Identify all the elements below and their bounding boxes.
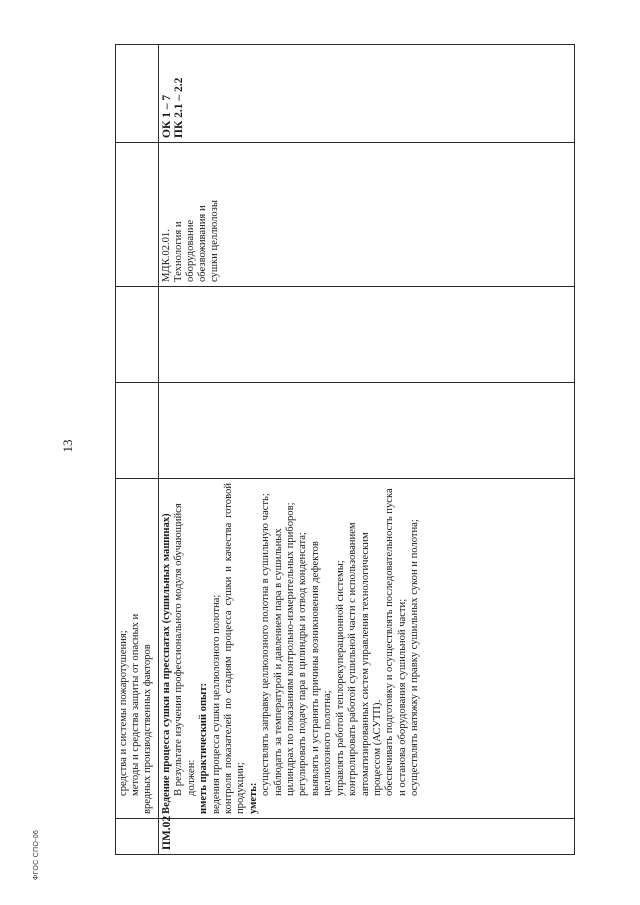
rotated-table-sheet bbox=[115, 45, 575, 855]
discipline-line: обезвоживания и bbox=[197, 205, 208, 282]
discipline-line: Технология и bbox=[173, 221, 184, 282]
discipline-line: сушки целлюлозы bbox=[209, 200, 220, 282]
discipline-line: МДК.02.01. bbox=[161, 229, 172, 282]
module-code: ПМ.02 bbox=[159, 819, 575, 855]
discipline-line: оборудование bbox=[185, 219, 196, 282]
curriculum-table bbox=[115, 44, 575, 855]
skill-item: контролировать работой сушильной части с использованием автоматизированных систем управления технологическим процессом (АСУТП). bbox=[347, 522, 383, 796]
page-number: 13 bbox=[60, 439, 75, 453]
module-hours-cell bbox=[159, 287, 575, 383]
module-intro: В результате изучения профессионального модуля обучающийся должен: bbox=[173, 503, 197, 796]
prev-content-cell bbox=[116, 479, 159, 819]
experience-item: ведения процесса сушки целлюлозного полотна; bbox=[210, 594, 222, 814]
competence-general: ОК 1 – 7 bbox=[161, 94, 173, 138]
skill-item: управлять работой теплорекуперационной системы; bbox=[334, 560, 346, 796]
experience-item: контроля показателей по стадиям процесса сушки и качества готовой продукции; bbox=[223, 483, 247, 814]
prev-hours-cell bbox=[116, 287, 159, 383]
experience-label: иметь практический опыт: bbox=[198, 682, 210, 814]
footer-code: ФГОС СПО-06 bbox=[33, 829, 40, 880]
competence-cell bbox=[159, 45, 575, 143]
prev-line: вредных производственных факторов bbox=[142, 644, 153, 814]
skill-item: регулировать подачу пара в цилиндры и отвод конденсата; bbox=[297, 532, 309, 796]
discipline-cell bbox=[159, 143, 575, 287]
module-title: Ведение процесса сушки на пресспатах (сушильных машинах) bbox=[161, 513, 172, 814]
prev-hours-cell bbox=[116, 383, 159, 479]
skills-label: уметь: bbox=[247, 782, 259, 814]
skill-item: осуществлять заправку целлюлозного полотна в сушильную часть; bbox=[260, 493, 272, 796]
skill-item: осуществлять натяжку и правку сушильных сукон и полотна; bbox=[409, 519, 421, 796]
skill-item: выявлять и устранять причины возникновения дефектов целлюлозного полотна; bbox=[309, 541, 334, 796]
prev-line: методы и средства защиты от опасных и bbox=[130, 613, 141, 796]
table-row-pm02 bbox=[159, 45, 575, 855]
module-hours-cell bbox=[159, 383, 575, 479]
table-row-previous bbox=[116, 45, 159, 855]
prev-code-cell bbox=[116, 819, 159, 855]
prev-line: средства и системы пожаротушения; bbox=[118, 630, 129, 796]
module-content-cell bbox=[159, 479, 575, 819]
skill-item: наблюдать за температурой и давлением пара в сушильных цилиндрах по показаниям контрольно-измерительных приборов; bbox=[272, 502, 297, 796]
skill-item: обеспечивать подготовку и осуществлять последовательность пуска и останова оборудования сушильной части; bbox=[384, 488, 408, 796]
prev-competence-cell bbox=[116, 45, 159, 143]
competence-professional: ПК 2.1 – 2.2 bbox=[173, 77, 185, 138]
prev-discipline-cell bbox=[116, 143, 159, 287]
